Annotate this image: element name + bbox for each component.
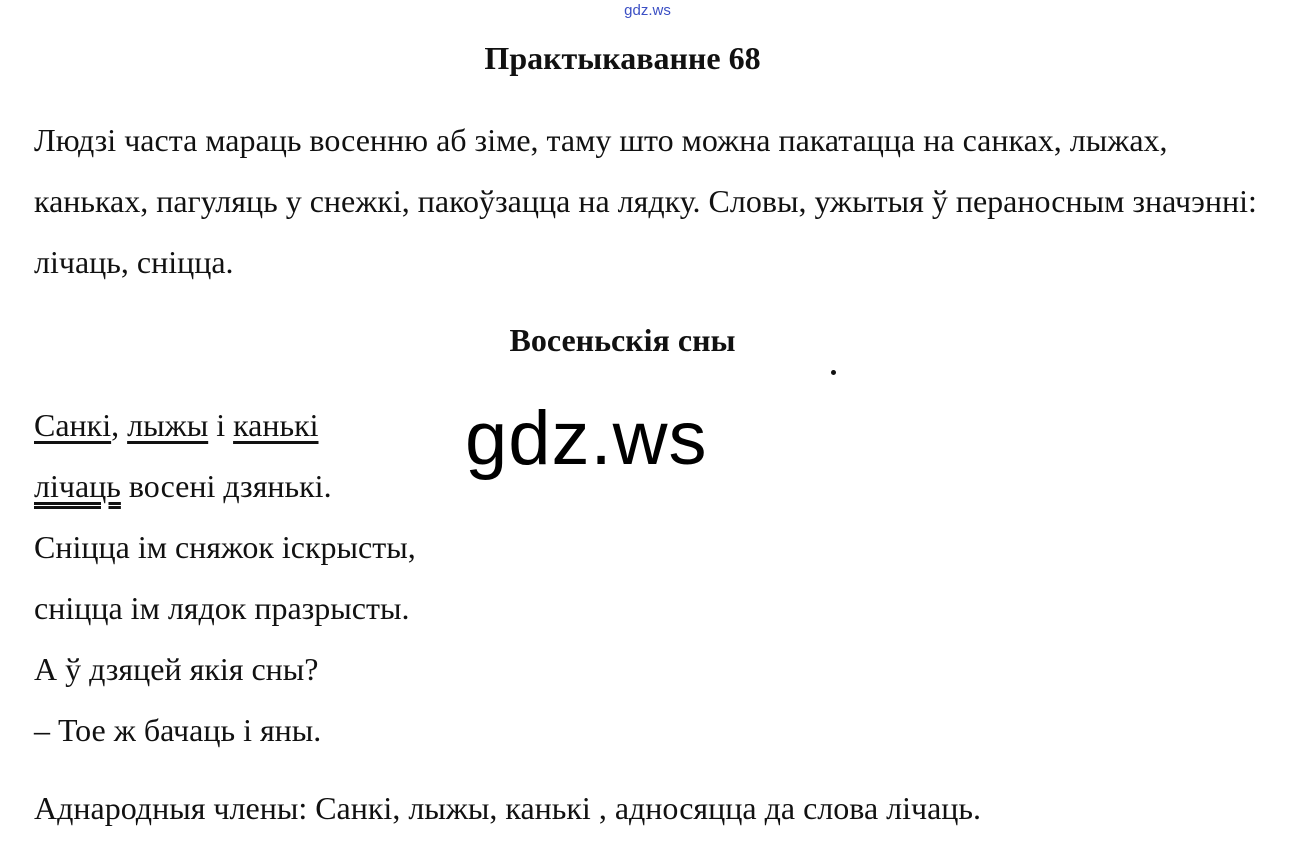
watermark-logo: gdz.ws [465,396,708,481]
page-title: Практыкаванне 68 [484,40,761,76]
subject-kanki: канькі [233,407,319,443]
poem-title: Восеньскія сны [509,322,736,358]
poem-line-4: сніцца ім лядок празрысты. [34,590,410,626]
exercise-paragraph: Людзі часта мараць восенню аб зіме, таму што можна пакатацца на санках, лыжах, каньках, пагуляць у снежкі, пакоўзацца на лядку. Словы, ужытыя ў пераносным значэнні: лічаць, сніцца. [34,122,1257,280]
conclusion-text: Аднародныя члены: Санкі, лыжы, канькі , адносяцца да слова лічаць. [34,790,982,826]
separator: і [208,407,234,443]
site-link[interactable]: gdz.ws [624,2,671,19]
poem-line-3: Сніцца ім сняжок іскрысты, [34,529,416,565]
subject-sanki: Санкі [34,407,112,443]
predicate-lichats: лічаць [34,468,121,504]
stray-dot [831,370,836,375]
poem-body [34,395,416,761]
poem-line-5: А ў дзяцей якія сны? [34,651,319,687]
poem-line-1 [34,395,416,456]
subject-lyzhy: лыжы [127,407,209,443]
poem-line-2-rest: восені дзянькі. [120,468,332,504]
poem-line-2 [34,456,416,517]
separator: , [111,407,128,443]
poem-line-6: – Тое ж бачаць і яны. [34,712,322,748]
